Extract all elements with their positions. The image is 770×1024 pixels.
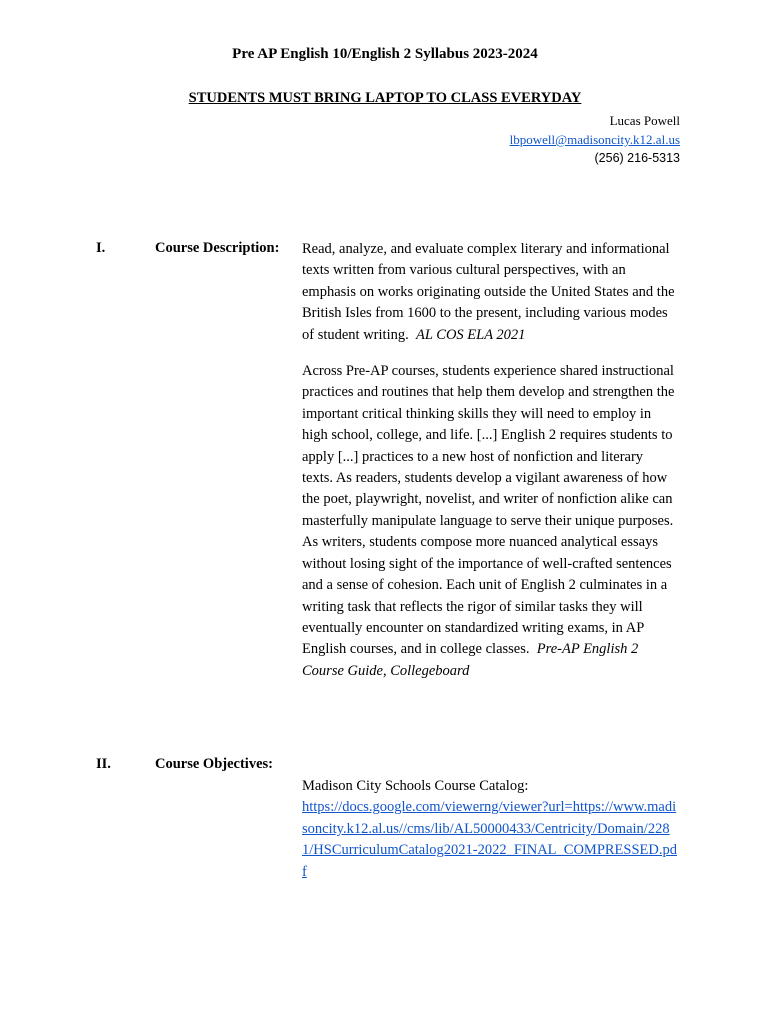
preap-text: Across Pre-AP courses, students experience shared instructional practices and routines that help them develop and strengthen the important critical thinking skills they will need to employ in high school, college, and life. [...] English 2 requires students to apply [...] practices to a new host of nonfiction and literary texts. As readers, students develop a vigilant awareness of how the poet, playwright, novelist, and writer of nonfiction alike can masterfully manipulate language to serve their unique purposes. As writers, students compose more nuanced analytical essays without losing sight of the importance of well-crafted sentences and a sense of cohesion. Each unit of English 2 culminates in a writing task that reflects the rigor of similar tasks they will eventually encounter on standardized writing exams, in AP English courses, and in college classes.	[302, 363, 675, 658]
section-body	[302, 239, 677, 697]
document-title: Pre AP English 10/English 2 Syllabus 2023-2024	[232, 46, 538, 62]
section-label: Course Description:	[155, 240, 280, 256]
description-citation: AL COS ELA 2021	[415, 326, 526, 343]
description-paragraph	[302, 239, 677, 346]
catalog-label: Madison City Schools Course Catalog:	[302, 778, 529, 794]
section-number: I.	[96, 240, 106, 256]
laptop-notice-banner: STUDENTS MUST BRING LAPTOP TO CLASS EVERYDAY	[188, 90, 582, 106]
teacher-contact	[510, 111, 680, 168]
section-body	[302, 776, 677, 883]
description-text: Read, analyze, and evaluate complex literary and informational texts written from various cultural perspectives, with an emphasis on works originating outside the United States and the British Isles from 1600 to the present, including various modes of student writing.	[302, 241, 675, 343]
section-label: Course Objectives:	[155, 756, 273, 772]
preap-citation: Pre-AP English 2 Course Guide, Collegeboard	[302, 641, 639, 679]
teacher-name: Lucas Powell	[609, 113, 680, 128]
preap-paragraph	[302, 361, 677, 682]
section-number: II.	[96, 756, 111, 772]
teacher-phone: (256) 216-5313	[594, 151, 680, 165]
teacher-email-link[interactable]: lbpowell@madisoncity.k12.al.us	[509, 132, 680, 147]
course-catalog-link[interactable]: https://docs.google.com/viewerng/viewer?url=https://www.madisoncity.k12.al.us//cms/lib/AL50000433/Centricity/Domain/2281/HSCurriculumCatalog2021-2022_FINAL_COMPRESSED.pdf	[302, 799, 677, 880]
